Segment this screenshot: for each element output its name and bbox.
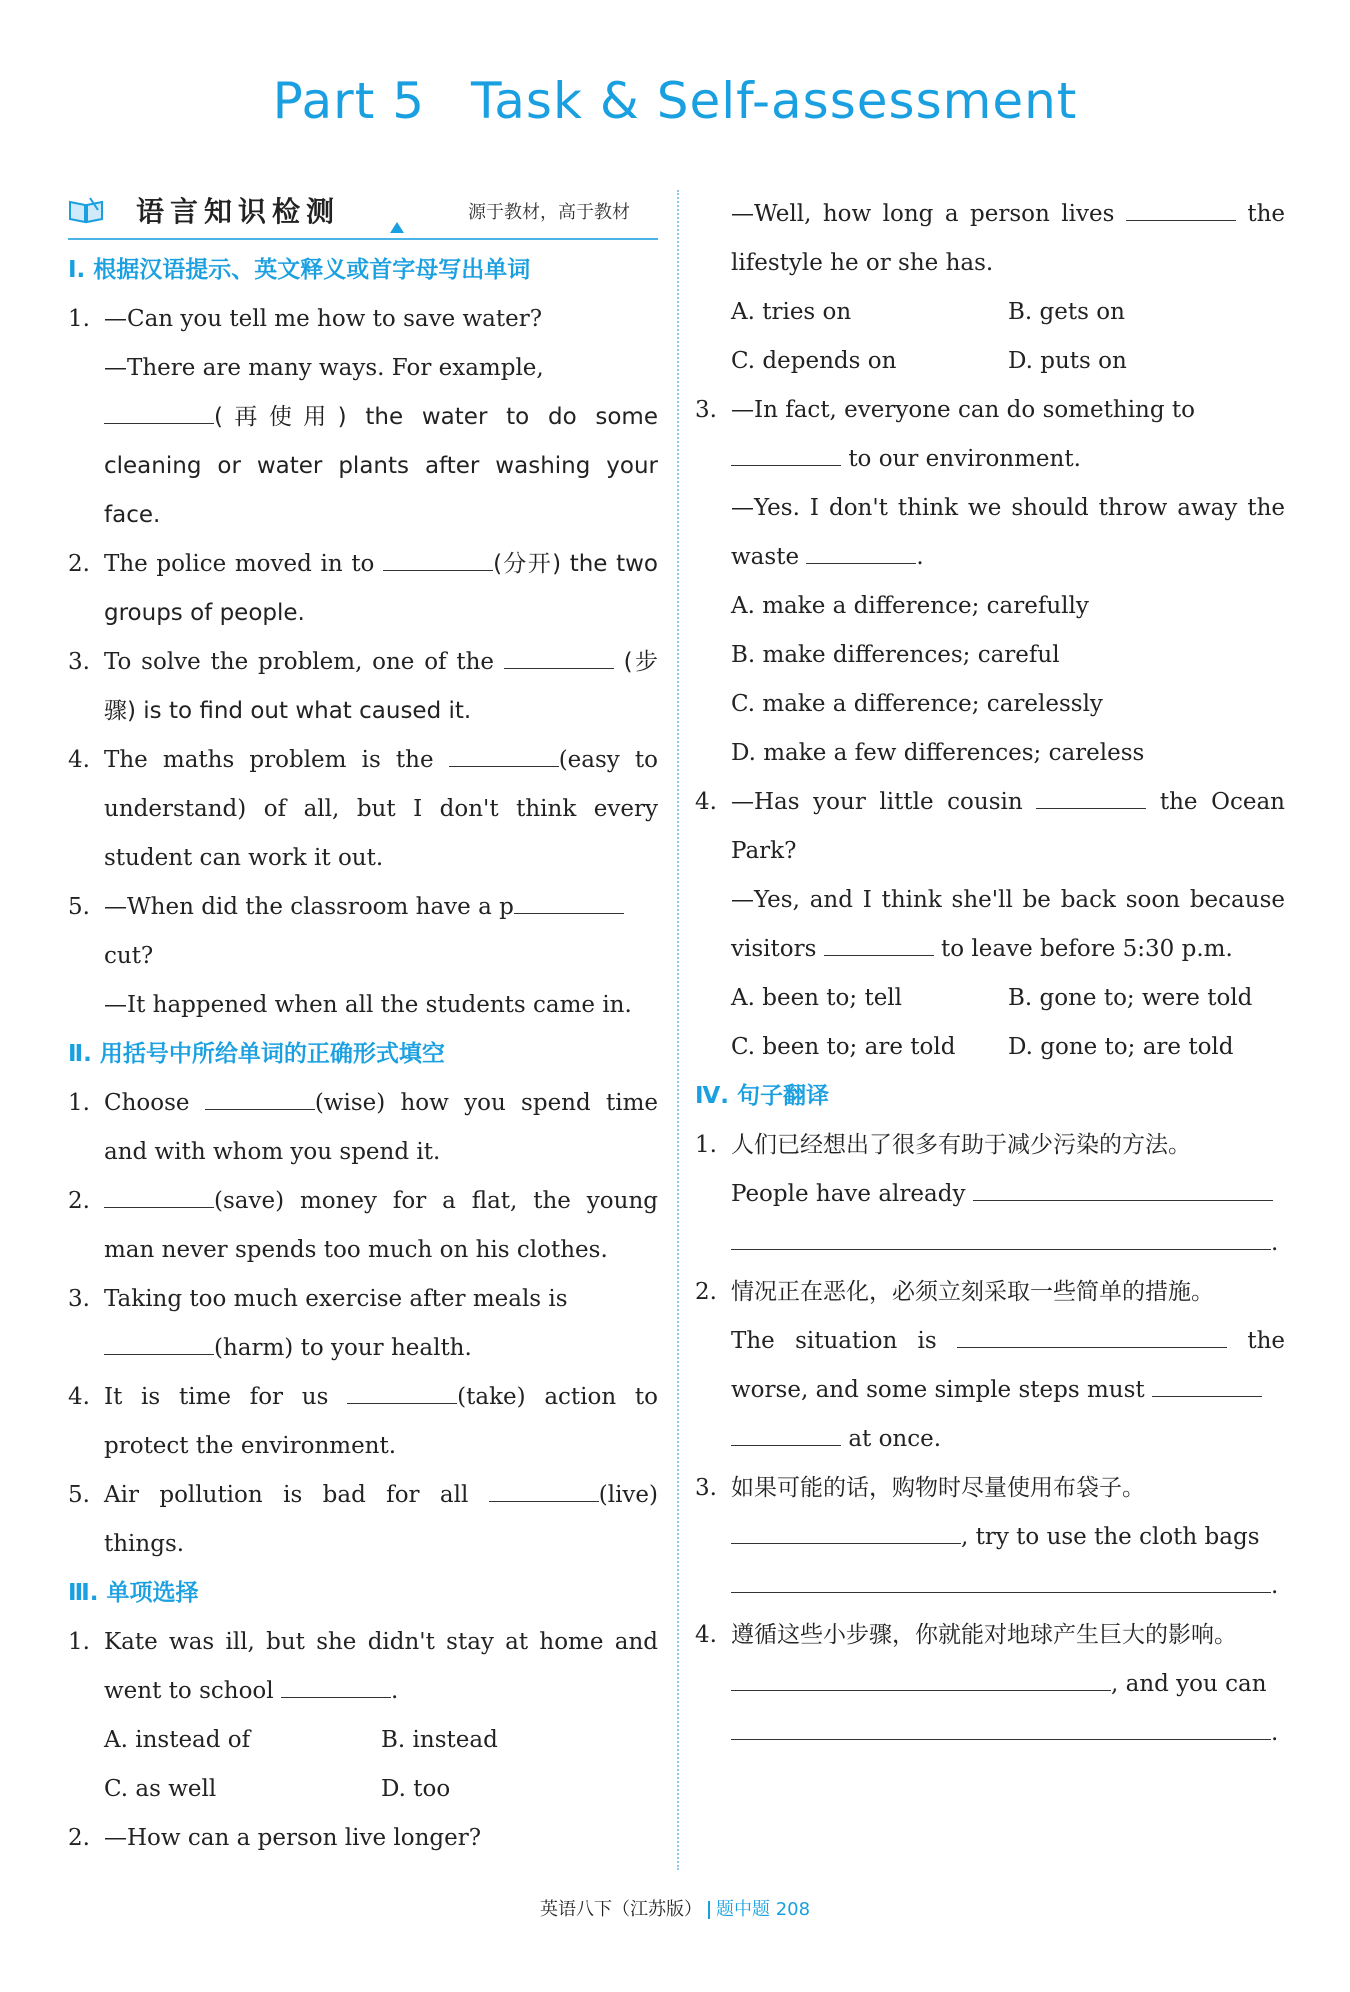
option-a[interactable]: A. make a difference; carefully (731, 593, 1089, 619)
banner-title: 语言知识检测 (136, 195, 341, 228)
footer-book: 英语八下（江苏版） (539, 1899, 702, 1920)
option-d[interactable]: D. too (381, 1776, 451, 1802)
section-banner (68, 190, 658, 240)
title-part: Part 5 (272, 72, 426, 130)
option-c[interactable]: C. depends on (731, 348, 897, 374)
option-d[interactable]: D. gone to; are told (1008, 1034, 1234, 1060)
option-b[interactable]: B. make differences; careful (731, 642, 1060, 668)
section-2-heading: Ⅱ. 用括号中所给单词的正确形式填空 (68, 1041, 445, 1067)
s3-question-1: 1. Kate was ill, but she didn't stay at home and went to school . (68, 1629, 658, 1704)
page-title (0, 72, 1350, 130)
answer-blank[interactable] (104, 1353, 214, 1355)
answer-blank[interactable] (347, 1402, 457, 1404)
s1-question-1: 1. —Can you tell me how to save water? —There are many ways. For example, (再使用) the water to do some cleaning or water plants after washing your face. (68, 306, 658, 528)
section-3-heading: Ⅲ. 单项选择 (68, 1580, 199, 1606)
answer-blank[interactable] (514, 912, 624, 914)
answer-line[interactable] (731, 1542, 961, 1544)
answer-blank[interactable] (806, 562, 916, 564)
s3-question-2-cont: —Well, how long a person lives the lifestyle he or she has. (731, 201, 1286, 276)
footer-brand: 题中题 (715, 1899, 770, 1920)
footer-separator (708, 1901, 710, 1919)
page-footer (0, 1895, 1350, 1921)
s2-question-3: 3. Taking too much exercise after meals is (harm) to your health. (68, 1286, 568, 1361)
answer-blank[interactable] (1036, 807, 1146, 809)
option-a[interactable]: A. been to; tell (731, 985, 903, 1011)
answer-blank[interactable] (104, 1206, 214, 1208)
answer-blank[interactable] (449, 765, 559, 767)
option-d[interactable]: D. make a few differences; careless (731, 740, 1145, 766)
s3-question-3: 3. —In fact, everyone can do something to to our environment. —Yes. I don't think we should throw away the waste . (695, 397, 1285, 570)
option-c[interactable]: C. as well (104, 1776, 217, 1802)
s2-question-5: 5. Air pollution is bad for all (live) things. (68, 1482, 659, 1557)
s1-question-5: 5. —When did the classroom have a p cut? —It happened when all the students came in. (68, 894, 632, 1018)
s3-q2-options-row-2 (695, 337, 1285, 386)
banner-subtitle: 源于教材，高于教材 (468, 202, 630, 223)
option-b[interactable]: B. gone to; were told (1008, 985, 1253, 1011)
answer-line[interactable] (731, 1689, 1111, 1691)
s2-question-1: 1. Choose (wise) how you spend time and with whom you spend it. (68, 1090, 659, 1165)
s3-q2-options-row-1 (695, 288, 1285, 337)
option-d[interactable]: D. puts on (1008, 348, 1127, 374)
s3-q4-options-row-1 (695, 974, 1285, 1023)
s4-question-2: 2. 情况正在恶化，必须立刻采取一些简单的措施。 The situation is the worse, and some simple steps must at once. (695, 1279, 1286, 1452)
s3-question-4: 4. —Has your little cousin the Ocean Park? —Yes, and I think she'll be back soon because visitors to leave before 5:30 p.m. (695, 789, 1285, 962)
book-icon (68, 196, 104, 224)
option-a[interactable]: A. instead of (104, 1727, 251, 1753)
answer-blank[interactable] (281, 1696, 391, 1698)
s2-question-2: 2. (save) money for a flat, the young man never spends too much on his clothes. (68, 1188, 658, 1263)
option-a[interactable]: A. tries on (731, 299, 852, 325)
section-1-heading: Ⅰ. 根据汉语提示、英文释义或首字母写出单词 (68, 257, 531, 283)
answer-line[interactable] (731, 1444, 841, 1446)
option-c[interactable]: C. make a difference; carelessly (731, 691, 1103, 717)
answer-line[interactable] (973, 1199, 1273, 1201)
option-c[interactable]: C. been to; are told (731, 1034, 956, 1060)
s1-question-4: 4. The maths problem is the (easy to understand) of all, but I don't think every student can work it out. (68, 747, 659, 871)
answer-blank[interactable] (104, 422, 214, 424)
banner-triangle-icon (390, 222, 404, 233)
answer-blank[interactable] (205, 1108, 315, 1110)
answer-line[interactable] (731, 1591, 1271, 1593)
s4-question-3: 3. 如果可能的话，购物时尽量使用布袋子。 , try to use the cloth bags . (695, 1475, 1279, 1599)
answer-blank[interactable] (383, 569, 493, 571)
column-divider (677, 190, 679, 1870)
s1-question-3: 3. To solve the problem, one of the (步骤) is to find out what caused it. (68, 649, 658, 724)
answer-blank[interactable] (824, 954, 934, 956)
s1-question-2: 2. The police moved in to (分开) the two groups of people. (68, 551, 658, 626)
s3-q1-options-row-2 (68, 1765, 658, 1814)
option-b[interactable]: B. gets on (1008, 299, 1125, 325)
s3-q4-options-row-2 (695, 1023, 1285, 1072)
answer-line[interactable] (957, 1346, 1227, 1348)
s3-q1-options-row-1 (68, 1716, 658, 1765)
right-column (695, 190, 1285, 1758)
page-number: 208 (775, 1899, 811, 1920)
s2-question-4: 4. It is time for us (take) action to protect the environment. (68, 1384, 658, 1459)
answer-blank[interactable] (504, 667, 614, 669)
s3-question-2-start: 2. —How can a person live longer? (68, 1825, 482, 1851)
s4-question-1: 1. 人们已经想出了很多有助于减少污染的方法。 People have already . (695, 1132, 1279, 1256)
answer-blank[interactable] (1126, 219, 1236, 221)
answer-blank[interactable] (731, 464, 841, 466)
left-column (68, 190, 658, 1863)
answer-line[interactable] (1152, 1395, 1262, 1397)
answer-line[interactable] (731, 1248, 1271, 1250)
section-4-heading: Ⅳ. 句子翻译 (695, 1083, 830, 1109)
answer-blank[interactable] (489, 1500, 599, 1502)
title-name: Task & Self-assessment (471, 72, 1078, 130)
answer-line[interactable] (731, 1738, 1271, 1740)
s4-question-4: 4. 遵循这些小步骤，你就能对地球产生巨大的影响。 , and you can . (695, 1622, 1279, 1746)
option-b[interactable]: B. instead (381, 1727, 498, 1753)
